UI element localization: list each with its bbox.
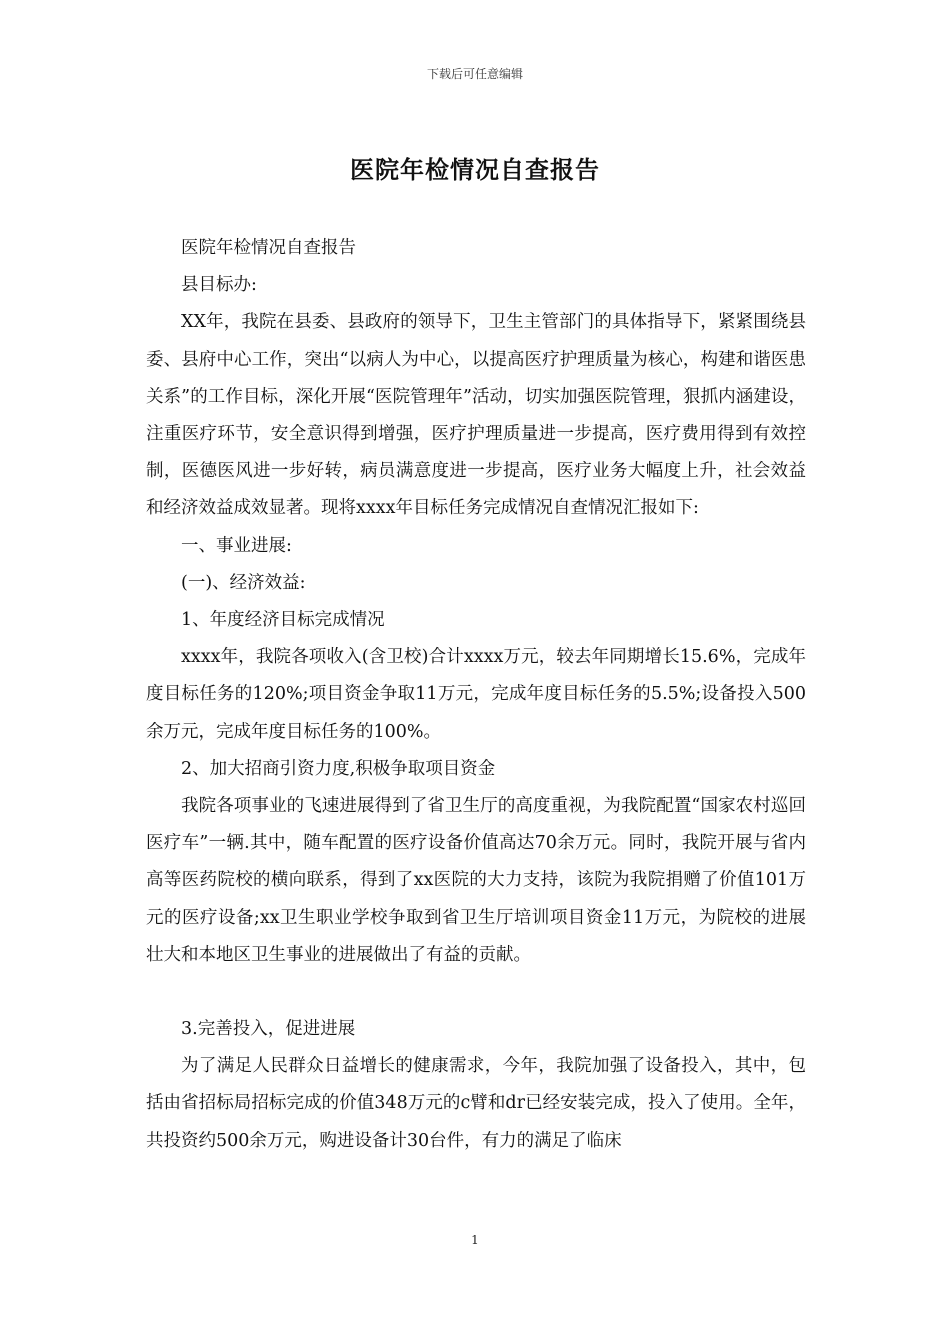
heading-subsection-1: (一)、经济效益:: [181, 572, 306, 593]
paragraph-economic-targets: xxxx年，我院各项收入(含卫校)合计xxxx万元，较去年同期增长15.6%，完成年度目标任务的120%;项目资金争取11万元，完成年度目标任务的5.5%;设备投入500余万元，完成年度目标任务的100%。: [146, 647, 806, 742]
document-body: [146, 230, 806, 1160]
page-number: 1: [471, 1233, 479, 1247]
heading-section-1: 一、事业进展:: [181, 535, 292, 556]
paragraph-investment: 我院各项事业的飞速进展得到了省卫生厅的高度重视，为我院配置“国家农村巡回医疗车”一辆.其中，随车配置的医疗设备价值高达70余万元。同时，我院开展与省内高等医药院校的横向联系，得到了xx医院的大力支持，该院为我院捐赠了价值101万元的医疗设备;xx卫生职业学校争取到省卫生厅培训项目资金11万元，为院校的进展壮大和本地区卫生事业的进展做出了有益的贡献。: [146, 796, 806, 965]
heading-item-2: 2、加大招商引资力度,积极争取项目资金: [181, 758, 496, 779]
paragraph-subtitle: 医院年检情况自查报告: [181, 238, 356, 258]
heading-item-1: 1、年度经济目标完成情况: [181, 610, 385, 631]
paragraph-intro: XX年，我院在县委、县政府的领导下，卫生主管部门的具体指导下，紧紧围绕县委、县府中心工作，突出“以病人为中心，以提高医疗护理质量为核心，构建和谐医患关系”的工作目标，深化开展“医院管理年”活动，切实加强医院管理，狠抓内涵建设，注重医疗环节，安全意识得到增强，医疗护理质量进一步提高，医疗费用得到有效控制，医德医风进一步好转，病员满意度进一步提高，医疗业务大幅度上升，社会效益和经济效益成效显著。现将xxxx年目标任务完成情况自查情况汇报如下:: [146, 312, 806, 519]
document-title: 医院年检情况自查报告: [350, 155, 600, 184]
page-header-note: 下载后可任意编辑: [426, 67, 523, 81]
paragraph-equipment: 为了满足人民群众日益增长的健康需求，今年，我院加强了设备投入，其中，包括由省招标局招标完成的价值348万元的c臂和dr已经安装完成，投入了使用。全年，共投资约500余万元，购进设备计30台件，有力的满足了临床: [146, 1056, 806, 1151]
heading-item-3: 3.完善投入，促进进展: [181, 1019, 356, 1040]
paragraph-addressee: 县目标办:: [181, 275, 257, 296]
